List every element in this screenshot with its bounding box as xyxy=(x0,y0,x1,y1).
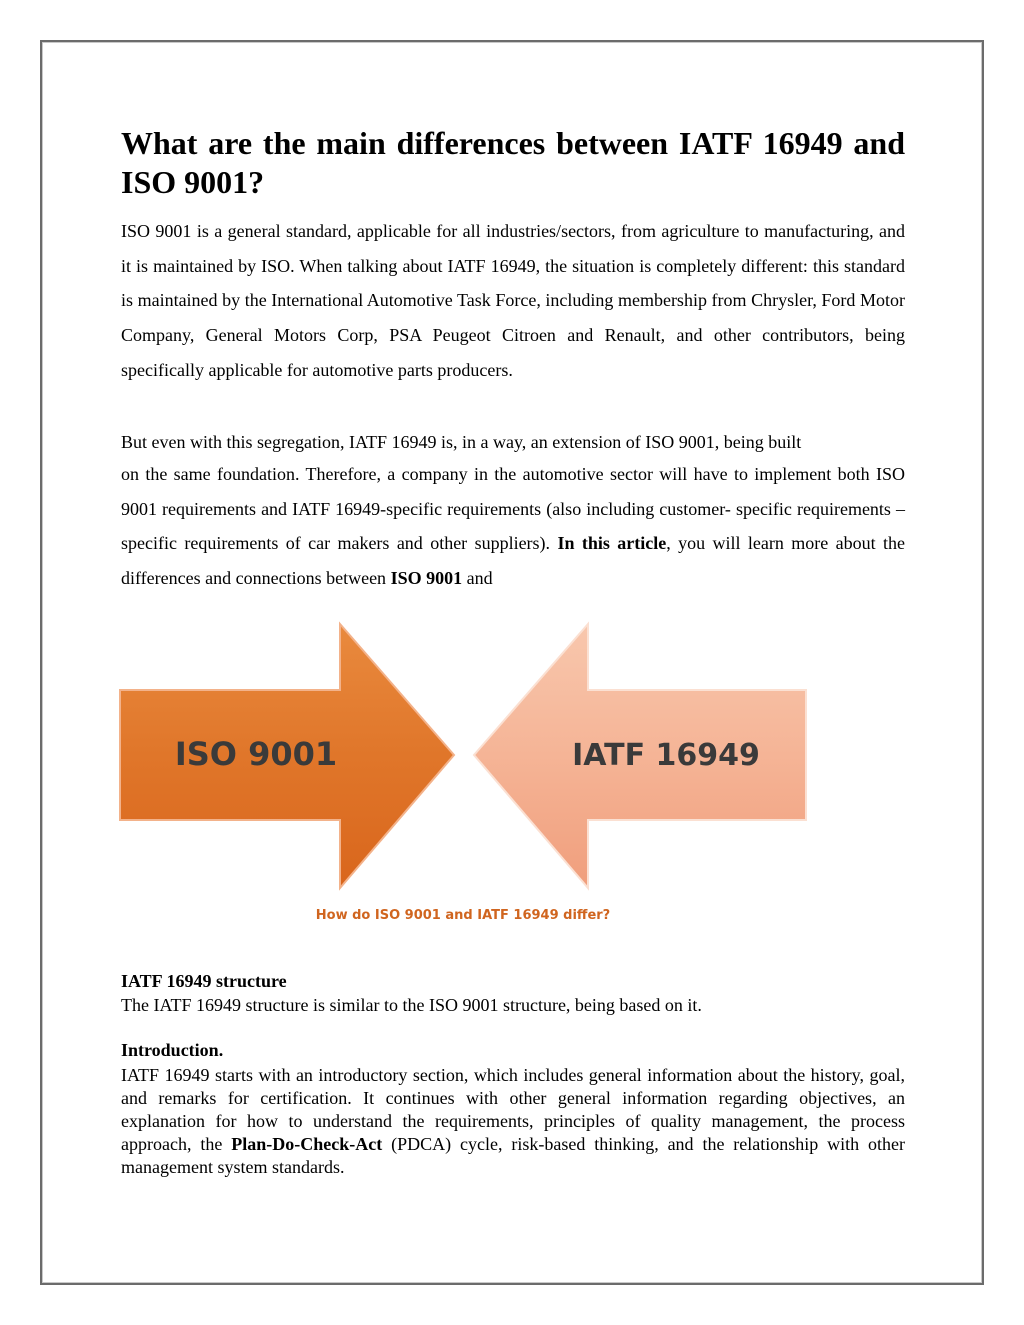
iso-9001-bold: ISO 9001 xyxy=(390,568,463,589)
introduction-text-after: (PDCA) cycle, risk-based thinking, and the relationship with other management system standards. xyxy=(121,1134,906,1177)
iatf-16949-arrow-label: IATF 16949 xyxy=(572,738,760,773)
paragraph-segregation-first-line: But even with this segregation, IATF 16949 is, in a way, an extension of ISO 9001, being built xyxy=(121,432,802,452)
introduction-heading: Introduction. xyxy=(121,1040,224,1060)
paragraph-segregation-end: and xyxy=(466,568,493,589)
this-article-link[interactable]: this article xyxy=(581,533,667,554)
introduction-text xyxy=(121,1064,905,1179)
figure-caption: How do ISO 9001 and IATF 16949 differ? xyxy=(315,908,611,923)
pdca-bold: Plan-Do-Check-Act xyxy=(231,1134,383,1154)
introduction-text-before: IATF 16949 starts with an introductory section, which includes general information about the history, goal, and remarks for certification. It continues with other general information regarding objectives, an explanation for how to understand the requirements, principles of quality management, the process approach, the xyxy=(121,1065,905,1154)
in-bold: In xyxy=(557,533,575,554)
page-title: What are the main differences between IATF 16949 and ISO 9001? xyxy=(121,125,905,200)
paragraph-segregation xyxy=(121,457,905,596)
iso-9001-arrow-label: ISO 9001 xyxy=(174,735,338,773)
structure-heading: IATF 16949 structure xyxy=(121,971,287,991)
comparison-arrows-figure xyxy=(118,620,810,930)
structure-text: The IATF 16949 structure is similar to the ISO 9001 structure, being based on it. xyxy=(121,995,702,1015)
paragraph-segregation-middle: , you will learn more about the differences and connections between xyxy=(121,533,906,589)
paragraph-segregation-text: on the same foundation. Therefore, a company in the automotive sector will have to implement both ISO 9001 requirements and IATF 16949-specific requirements (also including customer- specific requirements – specific requirements of car makers and other suppliers). xyxy=(121,464,905,554)
paragraph-iso-overview: ISO 9001 is a general standard, applicable for all industries/sectors, from agriculture to manufacturing, and it is maintained by ISO. When talking about IATF 16949, the situation is completely different: this standard is maintained by the International Automotive Task Force, including membership from Chrysler, Ford Motor Company, General Motors Corp, PSA Peugeot Citroen and Renault, and other contributors, being specifically applicable for automotive parts producers. xyxy=(121,221,905,380)
